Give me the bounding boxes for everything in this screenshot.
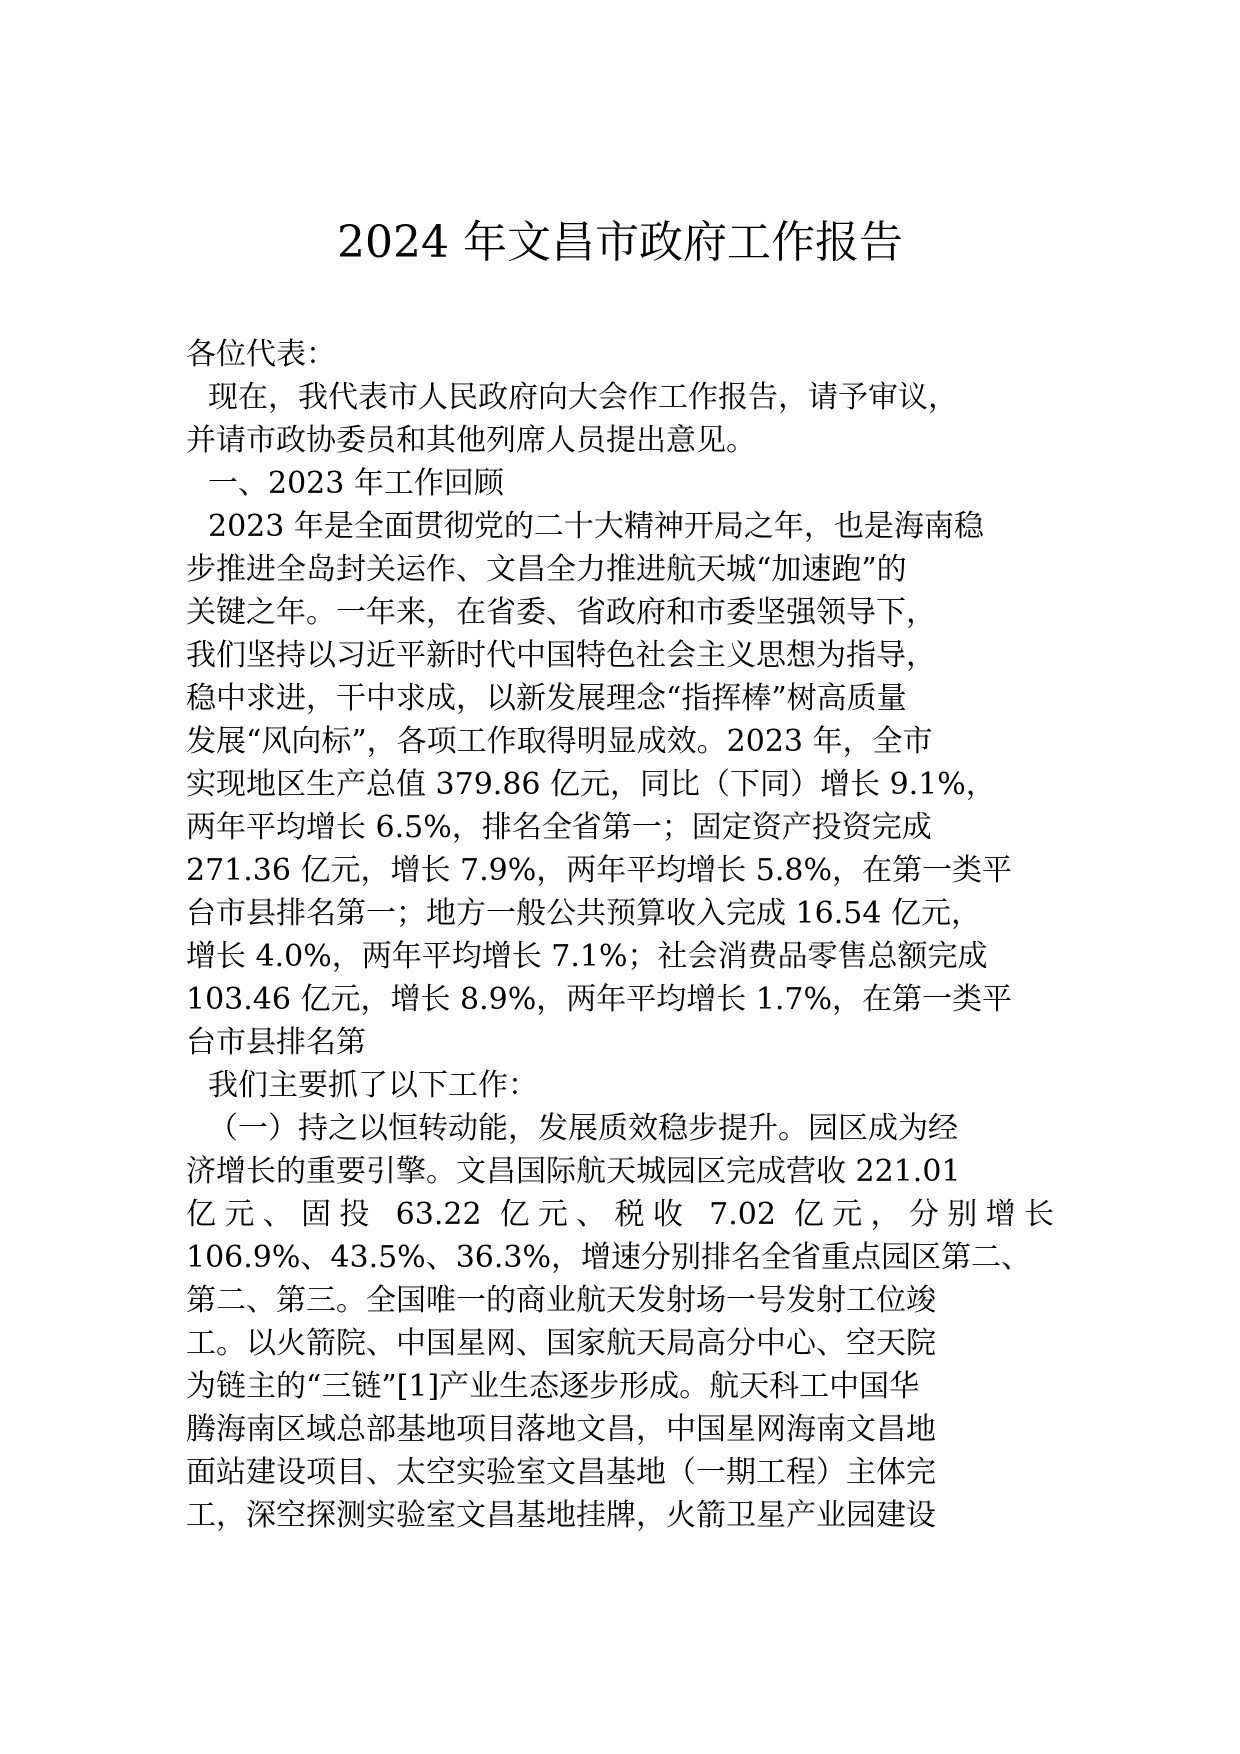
paragraph-line: 亿元、固投 63.22 亿元、税收 7.02 亿元，分别增长 bbox=[186, 1197, 1054, 1232]
paragraph-line: 工，深空探测实验室文昌基地挂牌，火箭卫星产业园建设 bbox=[186, 1498, 936, 1533]
paragraph-line: 我们坚持以习近平新时代中国特色社会主义思想为指导， bbox=[186, 638, 936, 673]
paragraph-line: 步推进全岛封关运作、文昌全力推进航天城“加速跑”的 bbox=[186, 552, 907, 587]
paragraph-line: 腾海南区域总部基地项目落地文昌，中国星网海南文昌地 bbox=[186, 1412, 936, 1447]
paragraph-line: 为链主的“三链”[1]产业生态逐步形成。航天科工中国华 bbox=[186, 1369, 920, 1404]
paragraph-line: 济增长的重要引擎。文昌国际航天城园区完成营收 221.01 bbox=[186, 1154, 961, 1189]
paragraph-line: 实现地区生产总值 379.86 亿元，同比（下同）增长 9.1%， bbox=[186, 767, 996, 802]
paragraph-line: 并请市政协委员和其他列席人员提出意见。 bbox=[186, 423, 756, 458]
paragraph-line: 关键之年。一年来，在省委、省政府和市委坚强领导下， bbox=[186, 595, 936, 630]
paragraph-line: 工。以火箭院、中国星网、国家航天局高分中心、空天院 bbox=[186, 1326, 936, 1361]
subsection-line: （一）持之以恒转动能，发展质效稳步提升。园区成为经 bbox=[208, 1111, 958, 1146]
section-heading: 一、2023 年工作回顾 bbox=[208, 466, 504, 501]
paragraph-line: 台市县排名第一；地方一般公共预算收入完成 16.54 亿元， bbox=[186, 896, 981, 931]
document-body bbox=[186, 333, 1054, 1537]
paragraph-line: 103.46 亿元，增长 8.9%，两年平均增长 1.7%，在第一类平 bbox=[186, 982, 1013, 1017]
paragraph-line: 106.9%、43.5%、36.3%，增速分别排名全省重点园区第二、 bbox=[186, 1240, 1031, 1275]
paragraph-line: 稳中求进，干中求成，以新发展理念“指挥棒”树高质量 bbox=[186, 681, 907, 716]
paragraph-line: 第二、第三。全国唯一的商业航天发射场一号发射工位竣 bbox=[186, 1283, 936, 1318]
paragraph-line: 面站建设项目、太空实验室文昌基地（一期工程）主体完 bbox=[186, 1455, 936, 1490]
salutation: 各位代表： bbox=[186, 337, 336, 372]
paragraph-line: 发展“风向标”，各项工作取得明显成效。2023 年，全市 bbox=[186, 724, 933, 759]
paragraph-line: 2023 年是全面贯彻党的二十大精神开局之年，也是海南稳 bbox=[208, 509, 984, 544]
paragraph-line: 我们主要抓了以下工作： bbox=[208, 1068, 538, 1103]
paragraph-line: 两年平均增长 6.5%，排名全省第一；固定资产投资完成 bbox=[186, 810, 932, 845]
document-title: 2024 年文昌市政府工作报告 bbox=[337, 217, 903, 268]
paragraph-line: 271.36 亿元，增长 7.9%，两年平均增长 5.8%，在第一类平 bbox=[186, 853, 1013, 888]
paragraph-line: 台市县排名第 bbox=[186, 1025, 366, 1060]
paragraph-line: 增长 4.0%，两年平均增长 7.1%；社会消费品零售总额完成 bbox=[186, 939, 988, 974]
paragraph-line: 现在，我代表市人民政府向大会作工作报告，请予审议， bbox=[208, 380, 958, 415]
